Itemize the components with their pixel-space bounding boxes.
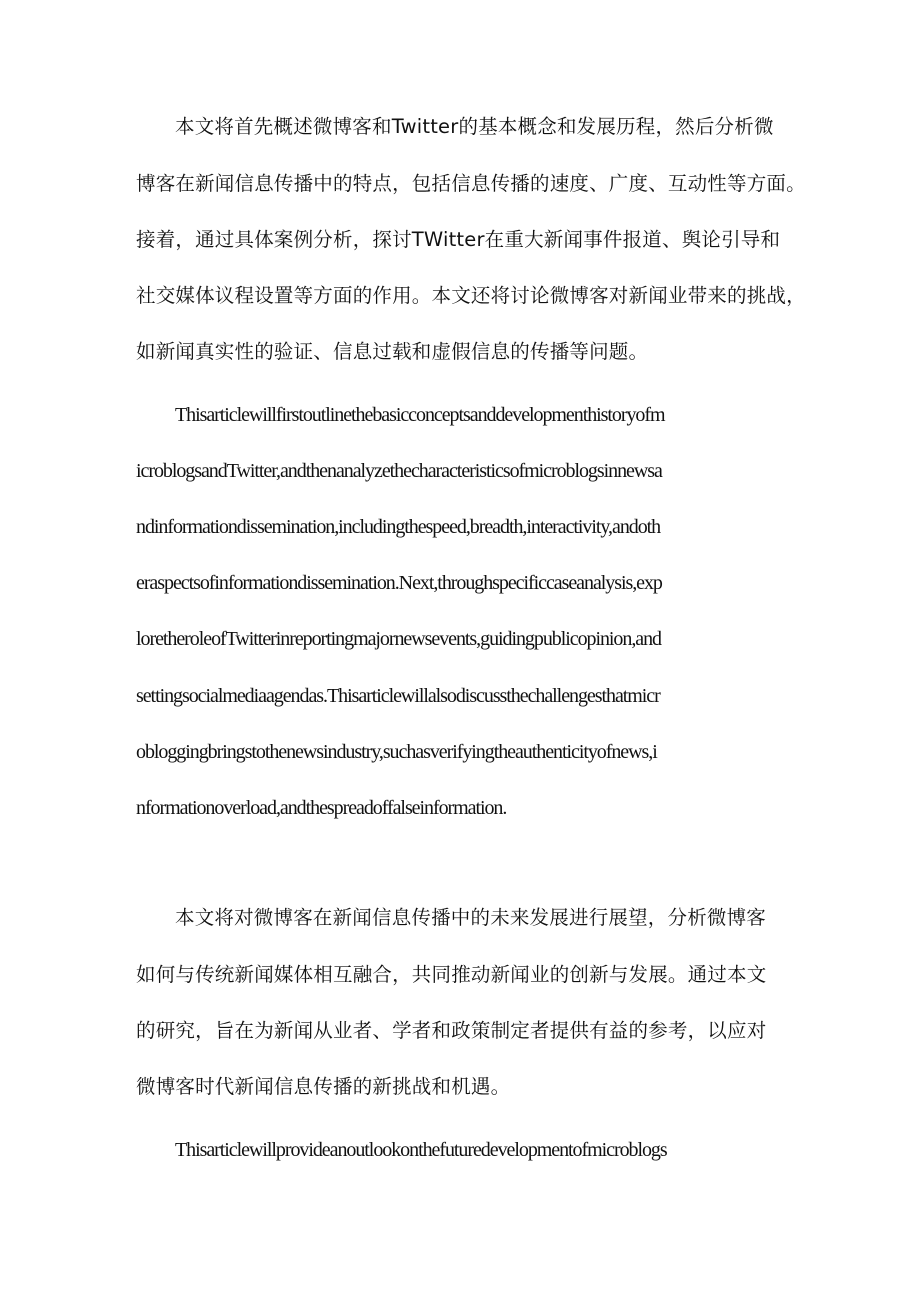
paragraph-1-line-2: 博客在新闻信息传播中的特点，包括信息传播的速度、广度、互动性等方面。 [136,172,806,195]
paragraph-3-line-4: 微博客时代新闻信息传播的新挑战和机遇。 [136,1075,511,1098]
paragraph-1-line-3: 接着，通过具体案例分析，探讨TWitter在重大新闻事件报道、舆论引导和 [136,228,781,251]
paragraph-2-line-3: ndinformationdissemination,includingthespeed,breadth,interactivity,andoth [136,516,661,538]
paragraph-2-line-2: icroblogsandTwitter,andthenanalyzethecharacteristicsofmicroblogsinnewsa [136,460,662,482]
paragraph-3-line-3: 的研究，旨在为新闻从业者、学者和政策制定者提供有益的参考，以应对 [136,1019,767,1042]
paragraph-1-line-1: 本文将首先概述微博客和Twitter的基本概念和发展历程，然后分析微 [175,115,774,138]
paragraph-1-line-4: 社交媒体议程设置等方面的作用。本文还将讨论微博客对新闻业带来的挑战， [136,284,806,307]
paragraph-2-line-7: obloggingbringstothenewsindustry,suchasverifyingtheauthenticityofnews,i [136,741,657,763]
paragraph-2-line-1: Thisarticlewillfirstoutlinethebasicconceptsanddevelopmenthistoryofm [175,404,665,426]
paragraph-3-line-1: 本文将对微博客在新闻信息传播中的未来发展进行展望，分析微博客 [175,906,767,929]
paragraph-4-line-1: Thisarticlewillprovideanoutlookonthefuturedevelopmentofmicroblogs [175,1139,667,1161]
paragraph-1-line-5: 如新闻真实性的验证、信息过载和虚假信息的传播等问题。 [136,340,649,363]
paragraph-3-line-2: 如何与传统新闻媒体相互融合，共同推动新闻业的创新与发展。通过本文 [136,963,767,986]
paragraph-2-line-4: eraspectsofinformationdissemination.Next,throughspecificcaseanalysis,exp [136,572,662,594]
paragraph-2-line-5: loretheroleofTwitterinreportingmajornewsevents,guidingpublicopinion,and [136,628,662,650]
paragraph-2-line-6: settingsocialmediaagendas.Thisarticlewillalsodiscussthechallengesthatmicr [136,685,660,707]
paragraph-2-line-8: nformationoverload,andthespreadoffalseinformation. [136,797,507,819]
